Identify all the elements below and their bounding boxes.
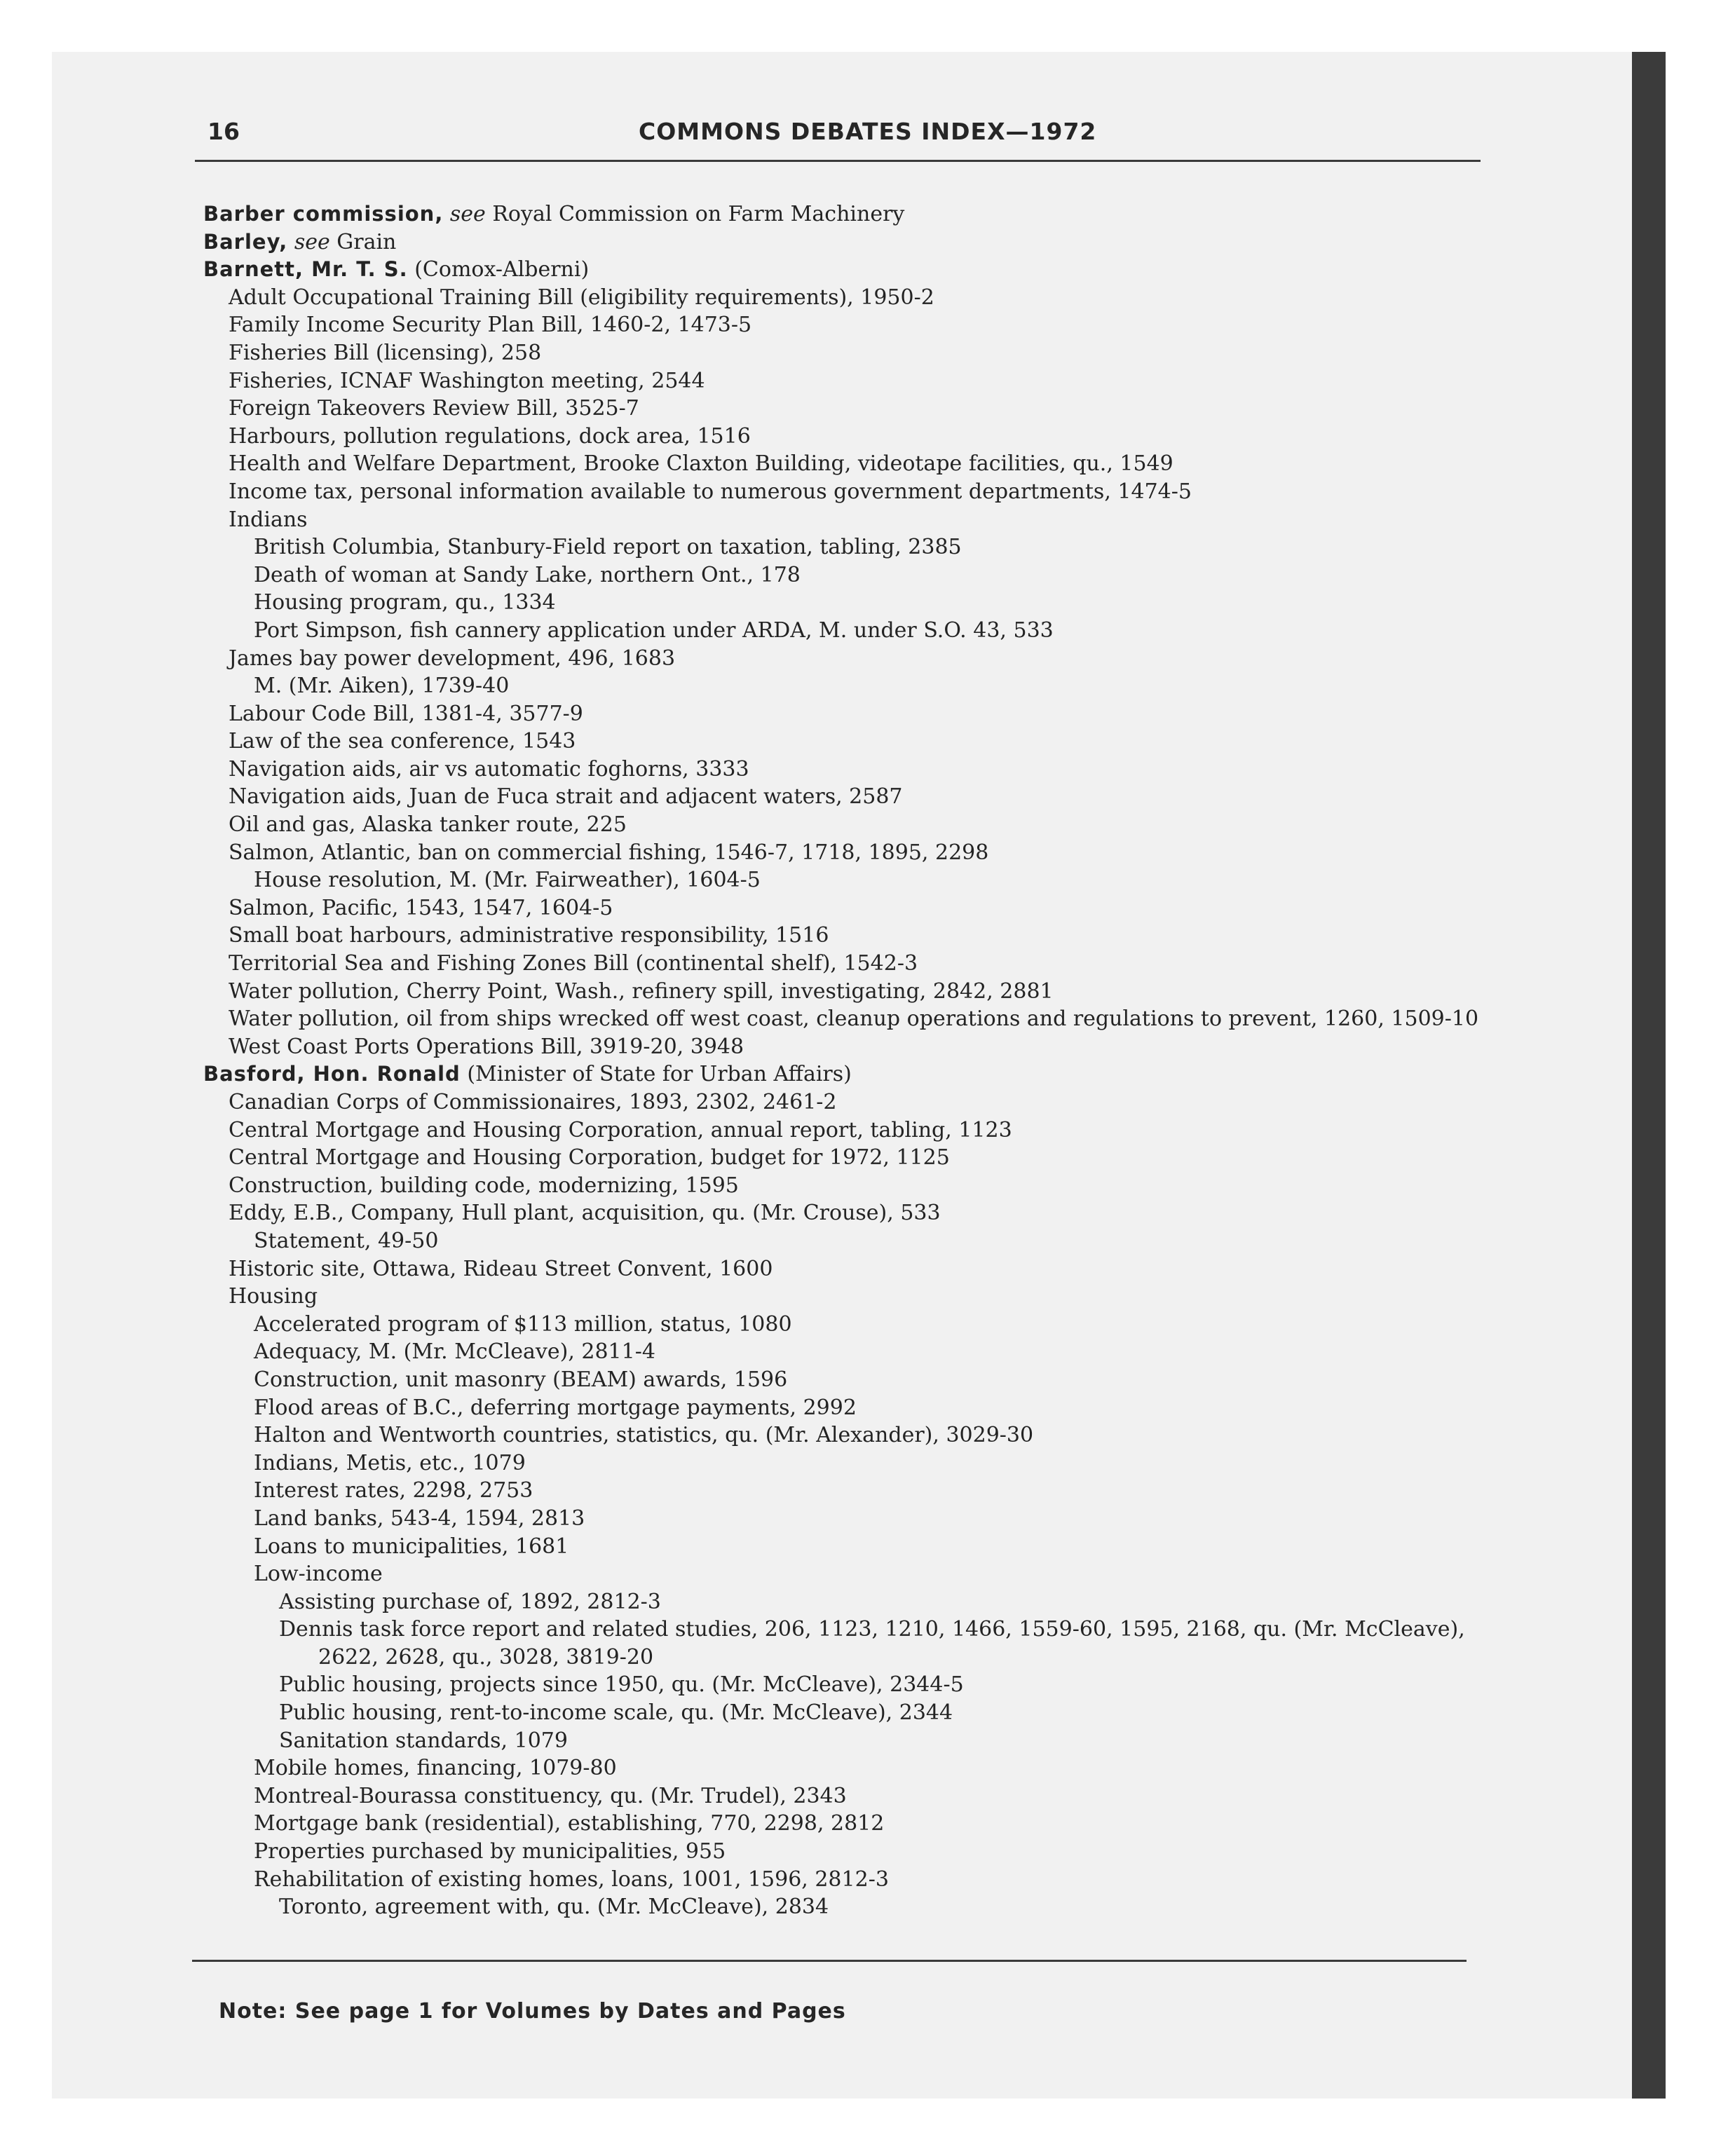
entry-head: Barnett, Mr. T. S. <box>203 257 408 282</box>
entry-text: Adequacy, M. (Mr. McCleave), 2811-4 <box>254 1339 655 1365</box>
index-subentry <box>203 1255 1507 1283</box>
index-subentry <box>203 1754 1507 1782</box>
running-head-title: COMMONS DEBATES INDEX—1972 <box>639 118 1097 145</box>
entry-text: Housing <box>229 1284 318 1309</box>
index-subentry <box>203 1699 1507 1727</box>
index-subentry <box>203 533 1507 561</box>
index-subentry <box>203 1671 1507 1699</box>
index-heading <box>203 256 1507 284</box>
entry-text: Family Income Security Plan Bill, 1460-2, 1473-5 <box>229 313 752 338</box>
index-subentry <box>203 1283 1507 1311</box>
index-subentry <box>203 700 1507 728</box>
footer-rule <box>192 1960 1467 1962</box>
entry-text: Accelerated program of $113 million, status, 1080 <box>254 1311 792 1337</box>
entry-text: Fisheries, ICNAF Washington meeting, 2544 <box>229 368 705 393</box>
entry-text: Water pollution, oil from ships wrecked off west coast, cleanup operations and regulations to prevent, 1260, 1509-10 <box>229 1007 1479 1032</box>
entry-text: Public housing, rent-to-income scale, qu. (Mr. McCleave), 2344 <box>279 1700 953 1726</box>
entry-text: Construction, unit masonry (BEAM) awards, 1596 <box>254 1367 788 1392</box>
index-subentry <box>203 506 1507 534</box>
index-subentry <box>203 783 1507 811</box>
footnote: Note: See page 1 for Volumes by Dates and Pages <box>219 1999 846 2024</box>
index-subentry <box>203 866 1507 894</box>
header-rule <box>195 160 1481 162</box>
index-subentry <box>203 1338 1507 1366</box>
index-subentry <box>203 839 1507 867</box>
entry-head: Barley, <box>203 229 288 254</box>
index-subentry <box>203 367 1507 395</box>
entry-text: M. (Mr. Aiken), 1739-40 <box>254 674 510 699</box>
entry-text: Loans to municipalities, 1681 <box>254 1534 569 1559</box>
entry-text: Health and Welfare Department, Brooke Claxton Building, videotape facilities, qu., 1549 <box>229 451 1173 477</box>
entry-text: Public housing, projects since 1950, qu. (Mr. McCleave), 2344-5 <box>279 1672 964 1698</box>
index-subentry <box>203 1477 1507 1505</box>
index-subentry <box>203 978 1507 1006</box>
index-heading <box>203 200 1507 228</box>
entry-text: Toronto, agreement with, qu. (Mr. McCleave), 2834 <box>279 1895 829 1920</box>
entry-head: Barber commission, <box>203 202 444 226</box>
entry-text: British Columbia, Stanbury-Field report on taxation, tabling, 2385 <box>254 535 962 560</box>
index-subentry <box>203 311 1507 339</box>
entry-text: Land banks, 543-4, 1594, 2813 <box>254 1506 585 1531</box>
entry-text: Interest rates, 2298, 2753 <box>254 1478 533 1503</box>
index-subentry <box>203 1616 1507 1671</box>
entry-text: Labour Code Bill, 1381-4, 3577-9 <box>229 701 583 726</box>
index-subentry <box>203 1421 1507 1449</box>
index-subentry <box>203 894 1507 922</box>
index-subentry <box>203 1782 1507 1810</box>
index-subentry <box>203 645 1507 673</box>
index-subentry <box>203 1449 1507 1478</box>
index-subentry <box>203 1838 1507 1866</box>
entry-text: Indians, Metis, etc., 1079 <box>254 1450 526 1475</box>
index-subentry <box>203 1033 1507 1061</box>
entry-text: Statement, 49-50 <box>254 1228 439 1253</box>
entry-text: Dennis task force report and related studies, 206, 1123, 1210, 1466, 1559-60, 1595, 2168, qu. (Mr. McCleave), 2622, 2628, qu., 3028, 3819-20 <box>279 1617 1465 1670</box>
index-subentry <box>203 284 1507 312</box>
index-subentry <box>203 1560 1507 1588</box>
index-subentry <box>203 589 1507 617</box>
entry-head: Basford, Hon. Ronald <box>203 1062 461 1086</box>
index-subentry <box>203 423 1507 451</box>
entry-text: Fisheries Bill (licensing), 258 <box>229 340 542 365</box>
entry-text: West Coast Ports Operations Bill, 3919-20, 3948 <box>229 1034 744 1059</box>
entry-text: (Minister of State for Urban Affairs) <box>467 1062 852 1087</box>
entry-text: Law of the sea conference, 1543 <box>229 729 576 754</box>
entry-text: Montreal-Bourassa constituency, qu. (Mr. Trudel), 2343 <box>254 1783 847 1808</box>
index-subentry <box>203 1172 1507 1200</box>
entry-text: Salmon, Atlantic, ban on commercial fishing, 1546-7, 1718, 1895, 2298 <box>229 840 989 865</box>
entry-text: Rehabilitation of existing homes, loans, 1001, 1596, 2812-3 <box>254 1867 889 1892</box>
index-subentry <box>203 1866 1507 1894</box>
entry-text: Mortgage bank (residential), establishing, 770, 2298, 2812 <box>254 1811 885 1836</box>
index-subentry <box>203 1588 1507 1616</box>
index-subentry <box>203 1144 1507 1172</box>
entry-text: Water pollution, Cherry Point, Wash., refinery spill, investigating, 2842, 2881 <box>229 978 1054 1004</box>
index-subentry <box>203 1810 1507 1838</box>
see-reference: see <box>294 229 330 254</box>
entry-text: Navigation aids, Juan de Fuca strait and adjacent waters, 2587 <box>229 784 903 810</box>
entry-text: Small boat harbours, administrative responsibility, 1516 <box>229 923 829 948</box>
index-subentry <box>203 672 1507 700</box>
entry-text: Eddy, E.B., Company, Hull plant, acquisition, qu. (Mr. Crouse), 533 <box>229 1201 941 1226</box>
index-subentry <box>203 1533 1507 1561</box>
entry-text: Canadian Corps of Commissionaires, 1893, 2302, 2461-2 <box>229 1090 837 1114</box>
see-reference: see <box>449 202 486 226</box>
entry-text: Halton and Wentworth countries, statistics, qu. (Mr. Alexander), 3029-30 <box>254 1423 1034 1448</box>
index-subentry <box>203 1005 1507 1033</box>
index-subentry <box>203 1227 1507 1255</box>
entry-text: Central Mortgage and Housing Corporation, annual report, tabling, 1123 <box>229 1117 1012 1142</box>
index-subentry <box>203 1199 1507 1227</box>
binding-edge <box>1632 52 1666 2099</box>
index-subentry <box>203 756 1507 784</box>
index-subentry <box>203 1727 1507 1755</box>
index-subentry <box>203 1089 1507 1117</box>
index-entries <box>203 200 1507 1921</box>
index-subentry <box>203 950 1507 978</box>
index-subentry <box>203 450 1507 478</box>
entry-text: Flood areas of B.C., deferring mortgage payments, 2992 <box>254 1395 857 1420</box>
index-subentry <box>203 1394 1507 1422</box>
entry-text: Central Mortgage and Housing Corporation, budget for 1972, 1125 <box>229 1145 950 1171</box>
index-subentry <box>203 1311 1507 1339</box>
entry-text: Historic site, Ottawa, Rideau Street Convent, 1600 <box>229 1256 773 1281</box>
index-heading <box>203 1060 1507 1089</box>
index-subentry <box>203 561 1507 589</box>
index-subentry <box>203 478 1507 506</box>
entry-text: Foreign Takeovers Review Bill, 3525-7 <box>229 396 639 421</box>
index-subentry <box>203 395 1507 423</box>
entry-text: Territorial Sea and Fishing Zones Bill (continental shelf), 1542-3 <box>229 951 918 976</box>
entry-text: Construction, building code, modernizing, 1595 <box>229 1173 739 1198</box>
entry-text: Harbours, pollution regulations, dock area, 1516 <box>229 423 751 449</box>
entry-text: (Comox-Alberni) <box>414 257 590 282</box>
index-subentry <box>203 728 1507 756</box>
index-subentry <box>203 617 1507 645</box>
entry-text: Navigation aids, air vs automatic foghorns, 3333 <box>229 756 749 782</box>
index-subentry <box>203 1505 1507 1533</box>
entry-text: Mobile homes, financing, 1079-80 <box>254 1756 617 1781</box>
entry-text: Adult Occupational Training Bill (eligibility requirements), 1950-2 <box>229 285 934 310</box>
index-subentry <box>203 339 1507 367</box>
index-heading <box>203 228 1507 257</box>
index-subentry <box>203 811 1507 839</box>
entry-text: Indians <box>229 507 308 532</box>
entry-text: Death of woman at Sandy Lake, northern Ont., 178 <box>254 562 801 587</box>
entry-text: House resolution, M. (Mr. Fairweather), 1604-5 <box>254 868 761 893</box>
index-subentry <box>203 1117 1507 1145</box>
index-subentry <box>203 922 1507 950</box>
page-number: 16 <box>207 118 240 145</box>
entry-text: Grain <box>336 229 397 254</box>
entry-text: Oil and gas, Alaska tanker route, 225 <box>229 812 627 838</box>
index-subentry <box>203 1366 1507 1394</box>
index-subentry <box>203 1893 1507 1921</box>
entry-text: Sanitation standards, 1079 <box>279 1728 568 1753</box>
entry-text: Income tax, personal information available to numerous government departments, 1474-5 <box>229 479 1192 504</box>
entry-text: James bay power development, 496, 1683 <box>229 646 676 671</box>
entry-text: Properties purchased by municipalities, 955 <box>254 1839 726 1864</box>
entry-text: Port Simpson, fish cannery application under ARDA, M. under S.O. 43, 533 <box>254 618 1054 643</box>
entry-text: Low-income <box>254 1562 383 1587</box>
entry-text: Assisting purchase of, 1892, 2812-3 <box>279 1589 661 1614</box>
entry-text: Housing program, qu., 1334 <box>254 590 556 615</box>
entry-text: Salmon, Pacific, 1543, 1547, 1604-5 <box>229 895 613 920</box>
entry-text: Royal Commission on Farm Machinery <box>492 202 905 226</box>
